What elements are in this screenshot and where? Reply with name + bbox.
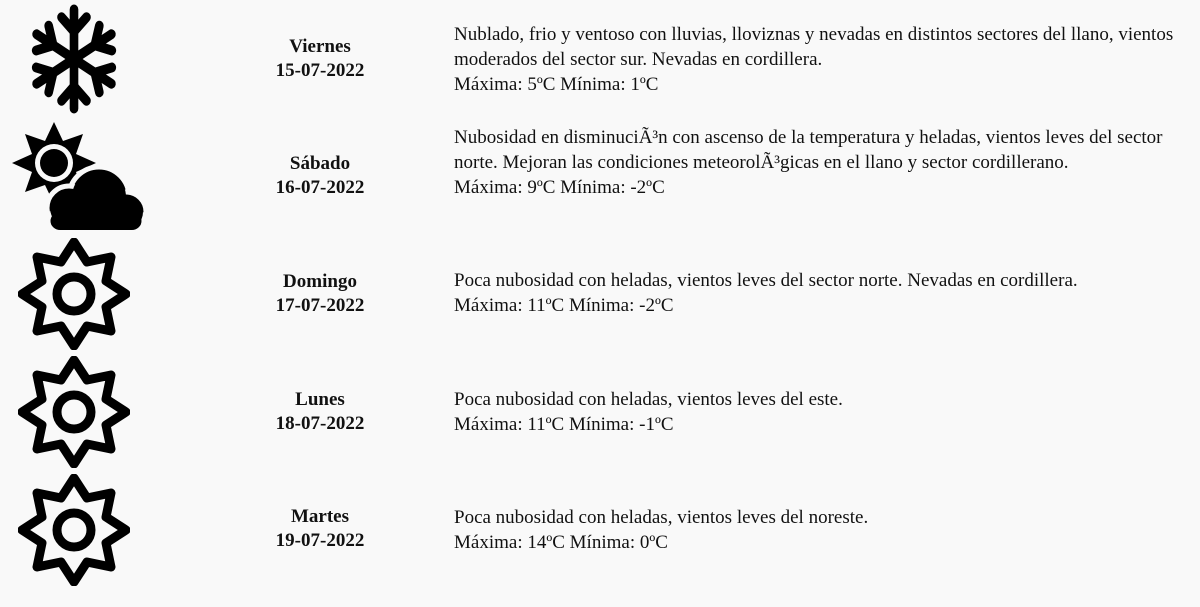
day-date: 17-07-2022 bbox=[275, 295, 365, 316]
forecast-row-viernes bbox=[0, 0, 1200, 118]
temperature-range: Máxima: 14ºC Mínima: 0ºC bbox=[454, 532, 668, 553]
sun-behind-cloud-icon bbox=[4, 122, 152, 234]
forecast-text: Nubosidad en disminuciÃ³n con ascenso de la temperatura y heladas, vientos leves del sector norte. Mejoran las condiciones meteorolÃ³gicas en el llano y sector cordillerano. bbox=[454, 127, 1163, 173]
temperature-range: Máxima: 5ºC Mínima: 1ºC bbox=[454, 74, 659, 95]
sun-icon bbox=[18, 238, 166, 350]
day-label bbox=[255, 152, 385, 200]
day-name: Domingo bbox=[283, 271, 357, 292]
day-name: Lunes bbox=[295, 389, 345, 410]
day-description bbox=[454, 268, 1184, 318]
forecast-row-sabado bbox=[0, 118, 1200, 236]
day-label bbox=[255, 270, 385, 318]
day-date: 19-07-2022 bbox=[275, 530, 365, 551]
day-description bbox=[454, 505, 1184, 555]
day-label bbox=[255, 388, 385, 436]
forecast-row-lunes bbox=[0, 354, 1200, 472]
forecast-text: Nublado, frio y ventoso con lluvias, lloviznas y nevadas en distintos sectores del llano, vientos moderados del sector sur. Nevadas en cordillera. bbox=[454, 24, 1174, 70]
sun-icon bbox=[18, 356, 166, 468]
sun-icon bbox=[18, 474, 166, 586]
day-name: Sábado bbox=[289, 153, 351, 174]
day-description bbox=[454, 22, 1184, 97]
day-date: 16-07-2022 bbox=[275, 177, 365, 198]
day-label bbox=[255, 505, 385, 553]
day-label bbox=[255, 35, 385, 83]
day-date: 18-07-2022 bbox=[275, 413, 365, 434]
day-description bbox=[454, 387, 1184, 437]
day-name: Martes bbox=[290, 506, 350, 527]
forecast-row-domingo bbox=[0, 236, 1200, 354]
temperature-range: Máxima: 11ºC Mínima: -2ºC bbox=[454, 295, 674, 316]
forecast-text: Poca nubosidad con heladas, vientos leves del noreste. bbox=[454, 507, 869, 528]
temperature-range: Máxima: 11ºC Mínima: -1ºC bbox=[454, 414, 674, 435]
temperature-range: Máxima: 9ºC Mínima: -2ºC bbox=[454, 177, 665, 198]
forecast-text: Poca nubosidad con heladas, vientos leves del este. bbox=[454, 389, 843, 410]
forecast-text: Poca nubosidad con heladas, vientos leves del sector norte. Nevadas en cordillera. bbox=[454, 270, 1078, 291]
day-description bbox=[454, 125, 1184, 200]
day-date: 15-07-2022 bbox=[275, 60, 365, 81]
snowflake-icon bbox=[26, 4, 174, 114]
day-name: Viernes bbox=[289, 36, 351, 57]
forecast-row-martes bbox=[0, 472, 1200, 590]
